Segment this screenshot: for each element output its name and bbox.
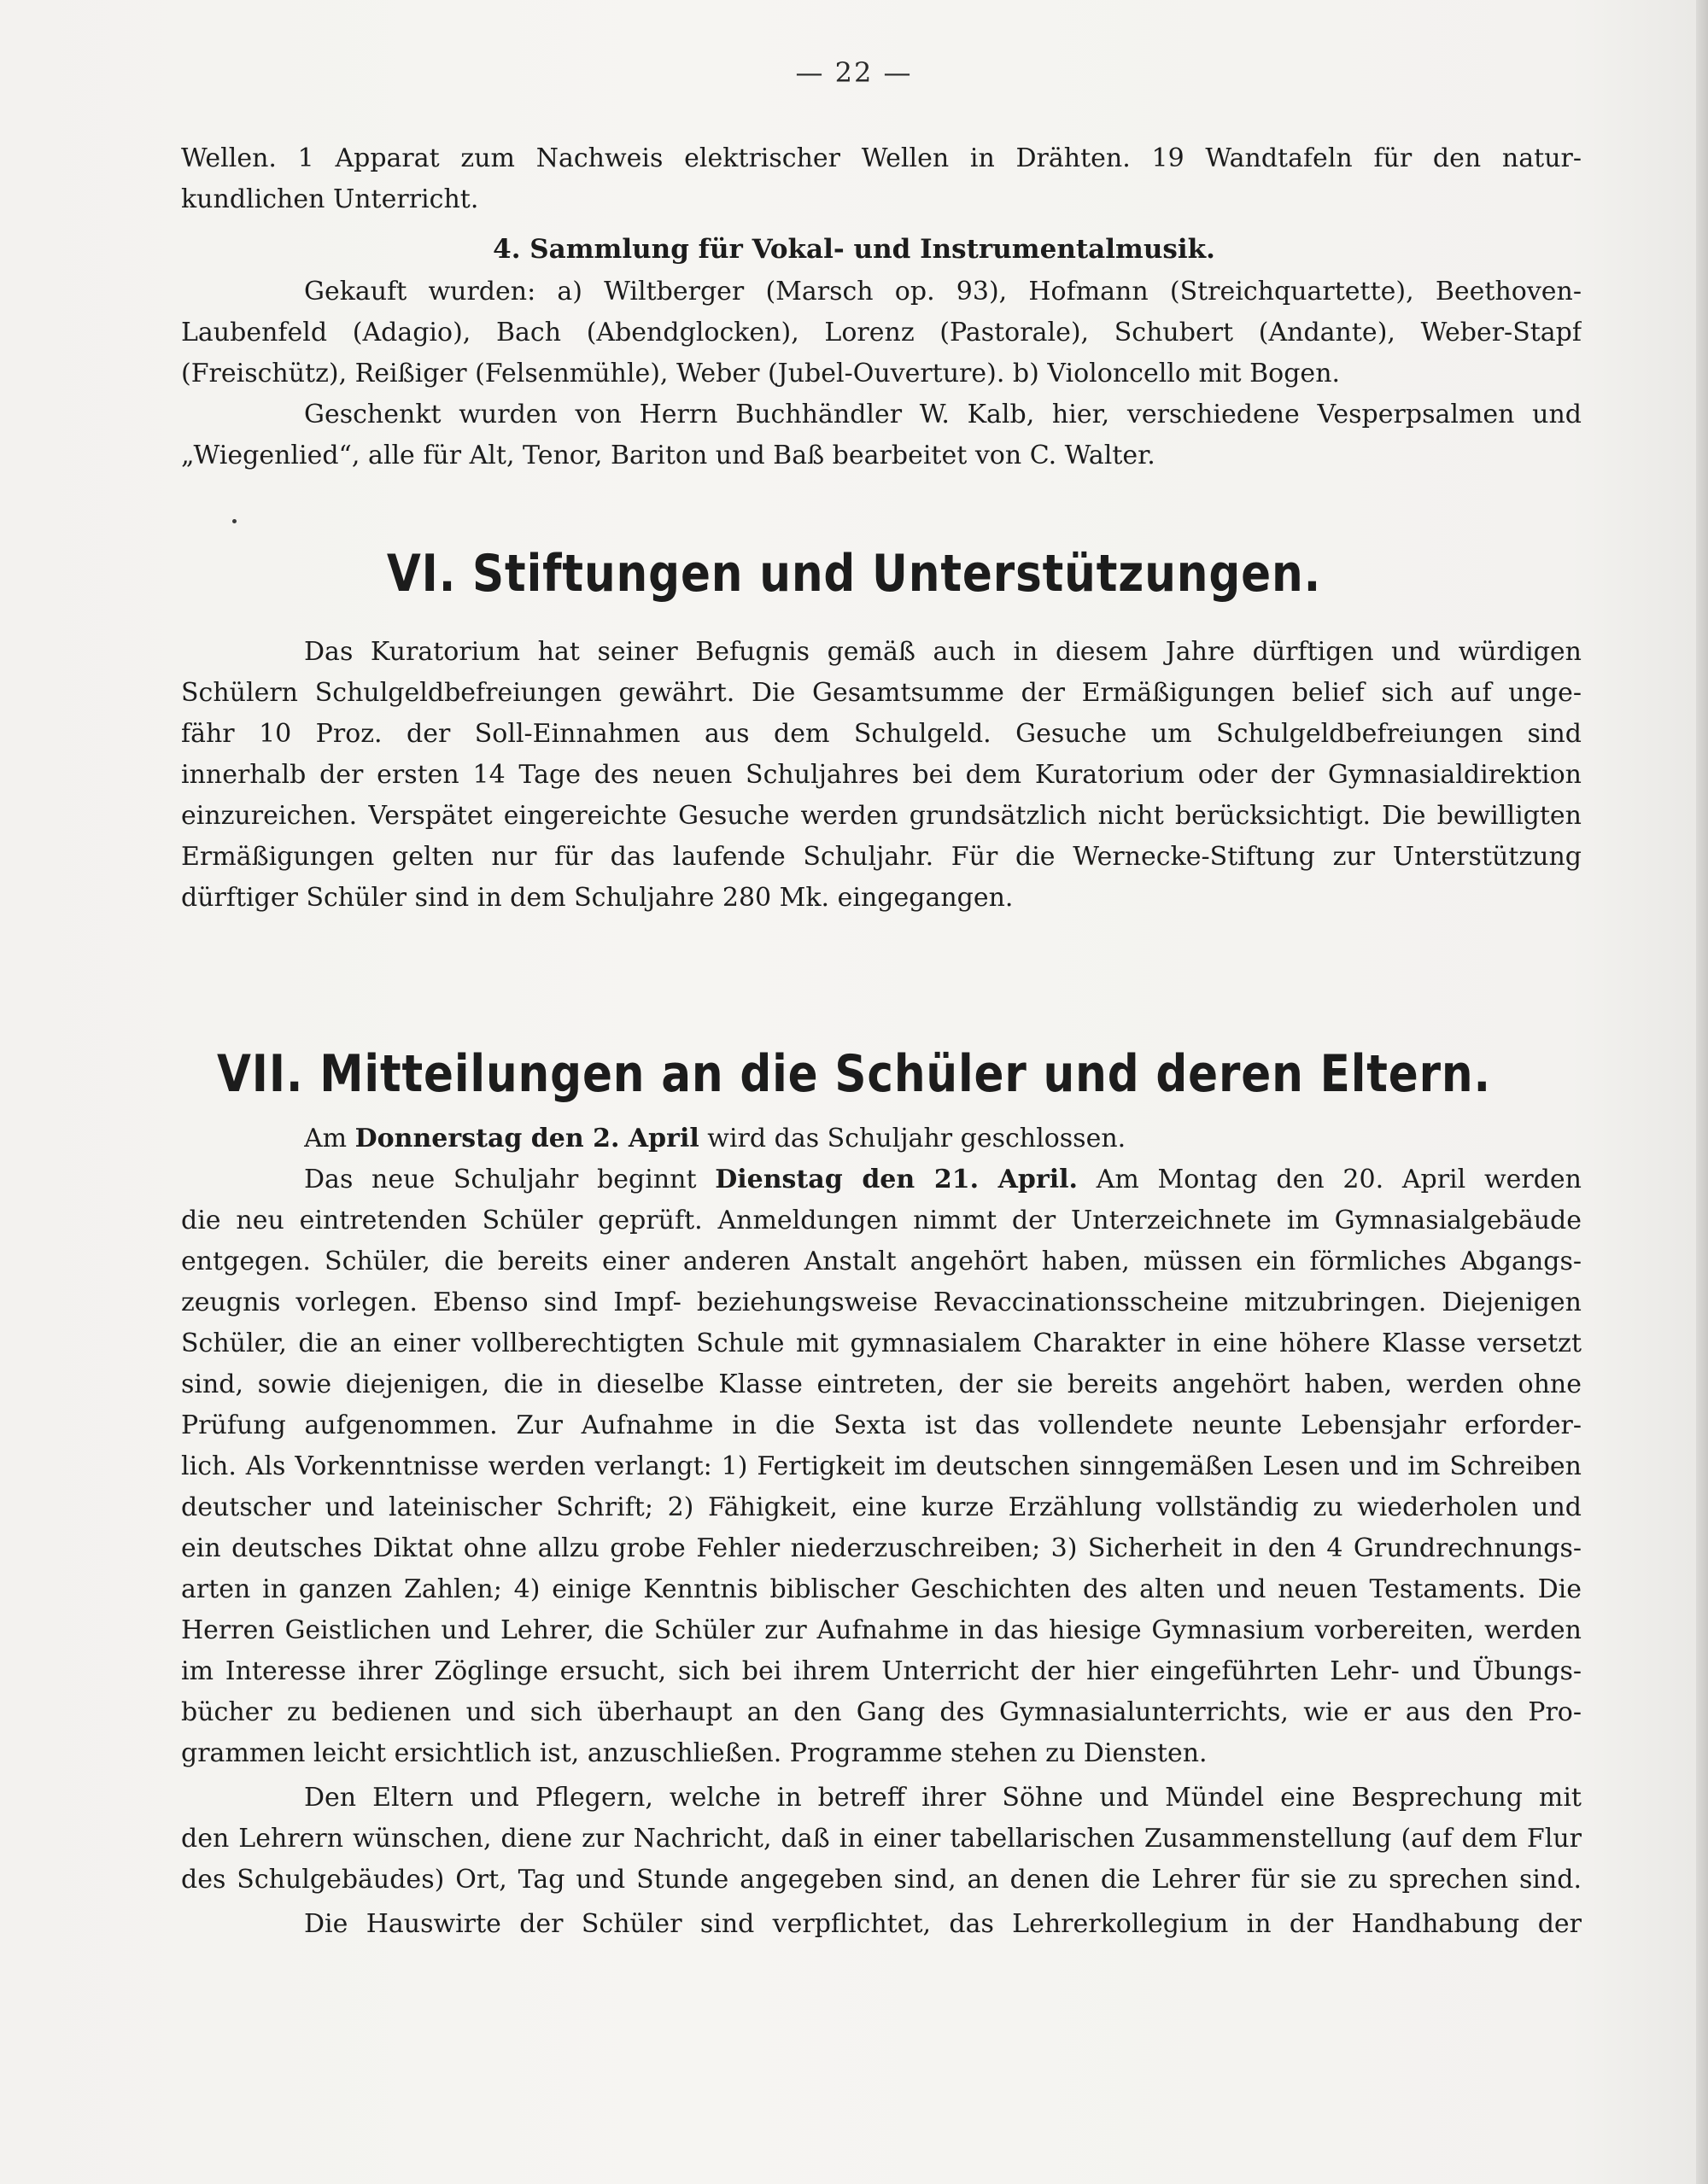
body-line: innerhalb der ersten 14 Tage des neuen Schuljahres bei dem Kuratorium oder der Gymnasialdirektion bbox=[181, 760, 1582, 790]
body-line: des Schulgebäudes) Ort, Tag und Stunde angegeben sind, an denen die Lehrer für sie zu sprechen sind. bbox=[181, 1865, 1582, 1895]
page-edge-shadow bbox=[1696, 0, 1708, 2184]
section-heading-music-collection: 4. Sammlung für Vokal- und Instrumentalmusik. bbox=[493, 234, 1215, 265]
body-line: im Interesse ihrer Zöglinge ersucht, sich bei ihrem Unterricht der hier eingeführten Lehr- und Übungs- bbox=[181, 1656, 1582, 1686]
body-line: (Freischütz), Reißiger (Felsenmühle), Weber (Jubel-Ouverture). b) Violoncello mit Bogen. bbox=[181, 359, 1341, 388]
body-line: dürftiger Schüler sind in dem Schuljahre 280 Mk. eingegangen. bbox=[181, 883, 1014, 913]
body-line: ein deutsches Diktat ohne allzu grobe Fehler niederzuschreiben; 3) Sicherheit in den 4 Grundrechnungs- bbox=[181, 1533, 1582, 1563]
body-line: Gekauft wurden: a) Wiltberger (Marsch op. 93), Hofmann (Streichquartette), Beethoven- bbox=[304, 277, 1582, 307]
body-line: entgegen. Schüler, die bereits einer anderen Anstalt angehört haben, müssen ein förmliches Abgangs- bbox=[181, 1247, 1582, 1276]
body-line: grammen leicht ersichtlich ist, anzuschließen. Programme stehen zu Diensten. bbox=[181, 1738, 1208, 1768]
body-line: fähr 10 Proz. der Soll-Einnahmen aus dem Schulgeld. Gesuche um Schulgeldbefreiungen sind bbox=[181, 719, 1582, 749]
body-line: Herren Geistlichen und Lehrer, die Schüler zur Aufnahme in das hiesige Gymnasium vorbereiten, werden bbox=[181, 1615, 1582, 1645]
body-line: sind, sowie diejenigen, die in dieselbe Klasse eintreten, der sie bereits angehört haben, werden ohne bbox=[181, 1369, 1582, 1399]
body-line: die neu eintretenden Schüler geprüft. Anmeldungen nimmt der Unterzeichnete im Gymnasialgebäude bbox=[181, 1206, 1582, 1235]
body-line: Den Eltern und Pflegern, welche in betreff ihrer Söhne und Mündel eine Besprechung mit bbox=[304, 1783, 1582, 1813]
body-line: Schüler, die an einer vollberechtigten Schule mit gymnasialem Charakter in eine höhere Klasse versetzt bbox=[181, 1329, 1582, 1358]
body-line: arten in ganzen Zahlen; 4) einige Kenntnis biblischer Geschichten des alten und neuen Testaments. Die bbox=[181, 1574, 1582, 1604]
body-line: Das Kuratorium hat seiner Befugnis gemäß auch in diesem Jahre dürftigen und würdigen bbox=[304, 637, 1582, 667]
body-line: Laubenfeld (Adagio), Bach (Abendglocken), Lorenz (Pastorale), Schubert (Andante), Weber-Stapf bbox=[181, 318, 1582, 347]
date-school-start: Dienstag den 21. April. bbox=[715, 1165, 1078, 1194]
date-school-close: Donnerstag den 2. April bbox=[354, 1124, 699, 1153]
body-line: Wellen. 1 Apparat zum Nachweis elektrischer Wellen in Drähten. 19 Wandtafeln für den natur- bbox=[181, 143, 1582, 173]
body-line: Die Hauswirte der Schüler sind verpflichtet, das Lehrerkollegium in der Handhabung der bbox=[304, 1909, 1582, 1939]
body-line: Geschenkt wurden von Herrn Buchhändler W. Kalb, hier, verschiedene Vesperpsalmen und bbox=[304, 400, 1582, 429]
body-line: Prüfung aufgenommen. Zur Aufnahme in die Sexta ist das vollendete neunte Lebensjahr erforder- bbox=[181, 1410, 1582, 1440]
body-line: Am Donnerstag den 2. April wird das Schuljahr geschlossen. bbox=[304, 1124, 1126, 1153]
body-line: zeugnis vorlegen. Ebenso sind Impf- beziehungsweise Revaccinationsscheine mitzubringen. Diejenigen bbox=[181, 1288, 1582, 1317]
body-line: „Wiegenlied“, alle für Alt, Tenor, Bariton und Baß bearbeitet von C. Walter. bbox=[181, 441, 1155, 470]
body-line: Ermäßigungen gelten nur für das laufende Schuljahr. Für die Wernecke-Stiftung zur Unterstützung bbox=[181, 842, 1582, 872]
body-line: einzureichen. Verspätet eingereichte Gesuche werden grundsätzlich nicht berücksichtigt. Die bewilligten bbox=[181, 801, 1582, 831]
body-line: bücher zu bedienen und sich überhaupt an den Gang des Gymnasialunterrichts, wie er aus den Pro- bbox=[181, 1697, 1582, 1727]
body-line: kundlichen Unterricht. bbox=[181, 184, 479, 214]
section-heading-announcements: VII. Mitteilungen an die Schüler und deren Eltern. bbox=[217, 1044, 1491, 1104]
body-line: Das neue Schuljahr beginnt Dienstag den 21. April. Am Montag den 20. April werden bbox=[304, 1165, 1582, 1194]
ink-speck bbox=[232, 519, 237, 523]
body-line: lich. Als Vorkenntnisse werden verlangt: 1) Fertigkeit im deutschen sinngemäßen Lesen und im Schreiben bbox=[181, 1451, 1582, 1481]
body-line: den Lehrern wünschen, diene zur Nachricht, daß in einer tabellarischen Zusammenstellung (auf dem Flur bbox=[181, 1824, 1582, 1854]
page-number: — 22 — bbox=[795, 56, 913, 89]
body-line: deutscher und lateinischer Schrift; 2) Fähigkeit, eine kurze Erzählung vollständig zu wiederholen und bbox=[181, 1492, 1582, 1522]
body-line: Schülern Schulgeldbefreiungen gewährt. Die Gesamtsumme der Ermäßigungen belief sich auf unge- bbox=[181, 678, 1582, 708]
section-heading-foundations: VI. Stiftungen und Unterstützungen. bbox=[386, 544, 1322, 604]
